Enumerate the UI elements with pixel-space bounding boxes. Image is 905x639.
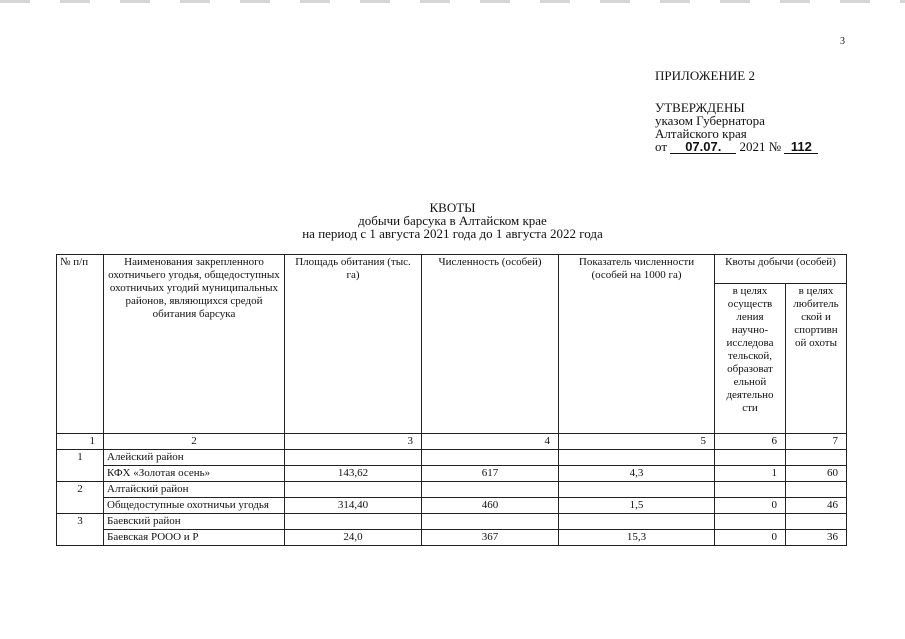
col-number-6: 6: [715, 434, 786, 450]
col-number-2: 2: [104, 434, 285, 450]
header-density: Показатель численности (особей на 1000 га): [559, 255, 715, 434]
area-value: 143,62: [285, 466, 422, 482]
row-num: 1: [57, 450, 104, 482]
density-value: 4,3: [559, 466, 715, 482]
hunting-ground-name: Общедоступные охотничьи угодья: [104, 498, 285, 514]
col-number-5: 5: [559, 434, 715, 450]
density-value: 1,5: [559, 498, 715, 514]
area-value: 314,40: [285, 498, 422, 514]
row-num: 2: [57, 482, 104, 514]
col-number-4: 4: [422, 434, 559, 450]
column-number-row: [57, 434, 847, 450]
header-quota-sci: в целях осуществ ления научно-исследова тельской, образоват ельной деятельно сти: [715, 284, 786, 434]
density-value: 15,3: [559, 530, 715, 546]
header-name: Наименования закрепленного охотничьего угодья, общедоступных охотничьих угодий муниципальных районов, являющихся средой обитания барсука: [104, 255, 285, 434]
col-number-1: 1: [57, 434, 104, 450]
approval-region: Алтайского края: [655, 126, 747, 141]
count-value: 367: [422, 530, 559, 546]
district-name: Баевский район: [104, 514, 285, 530]
header-count: Численность (особей): [422, 255, 559, 434]
header-num: № п/п: [57, 255, 104, 434]
approval-date-line: [655, 140, 818, 154]
table-row: [57, 498, 847, 514]
col-number-3: 3: [285, 434, 422, 450]
quota-sci-value: 1: [715, 466, 786, 482]
approval-date-value: 07.07.: [670, 140, 736, 154]
header-area: Площадь обитания (тыс. га): [285, 255, 422, 434]
page-number: 3: [840, 36, 845, 47]
count-value: 617: [422, 466, 559, 482]
quota-sport-value: 60: [786, 466, 847, 482]
district-name: Алтайский район: [104, 482, 285, 498]
district-name: Алейский район: [104, 450, 285, 466]
approval-year: 2021: [739, 139, 766, 154]
table-row: [57, 530, 847, 546]
header-quota: Квоты добычи (особей): [715, 255, 847, 284]
quota-table: [56, 254, 847, 546]
area-value: 24,0: [285, 530, 422, 546]
approval-number-sign: №: [768, 139, 782, 154]
document-subtitle: добычи барсука в Алтайском крае: [358, 213, 547, 228]
quota-sci-value: 0: [715, 530, 786, 546]
hunting-ground-name: Баевская РООО и Р: [104, 530, 285, 546]
table-row: [57, 466, 847, 482]
header-quota-sport: в целях любитель ской и спортивн ой охоты: [786, 284, 847, 434]
approval-block: [655, 101, 818, 154]
table-header-row: [57, 255, 847, 284]
count-value: 460: [422, 498, 559, 514]
appendix-label: ПРИЛОЖЕНИЕ 2: [655, 68, 755, 83]
table-row-district: [57, 514, 847, 530]
col-number-7: 7: [786, 434, 847, 450]
quota-sport-value: 36: [786, 530, 847, 546]
scan-edge-artifact: [0, 0, 905, 3]
approval-number-value: 112: [784, 140, 818, 154]
approval-approved: УТВЕРЖДЕНЫ: [655, 100, 745, 115]
document-period: на период с 1 августа 2021 года до 1 августа 2022 года: [302, 226, 603, 241]
table-row-district: [57, 450, 847, 466]
approval-date-prefix: от: [655, 139, 668, 154]
document-title: КВОТЫ: [429, 200, 476, 215]
approval-by: указом Губернатора: [655, 113, 765, 128]
hunting-ground-name: КФХ «Золотая осень»: [104, 466, 285, 482]
quota-sci-value: 0: [715, 498, 786, 514]
quota-sport-value: 46: [786, 498, 847, 514]
row-num: 3: [57, 514, 104, 546]
table-row-district: [57, 482, 847, 498]
